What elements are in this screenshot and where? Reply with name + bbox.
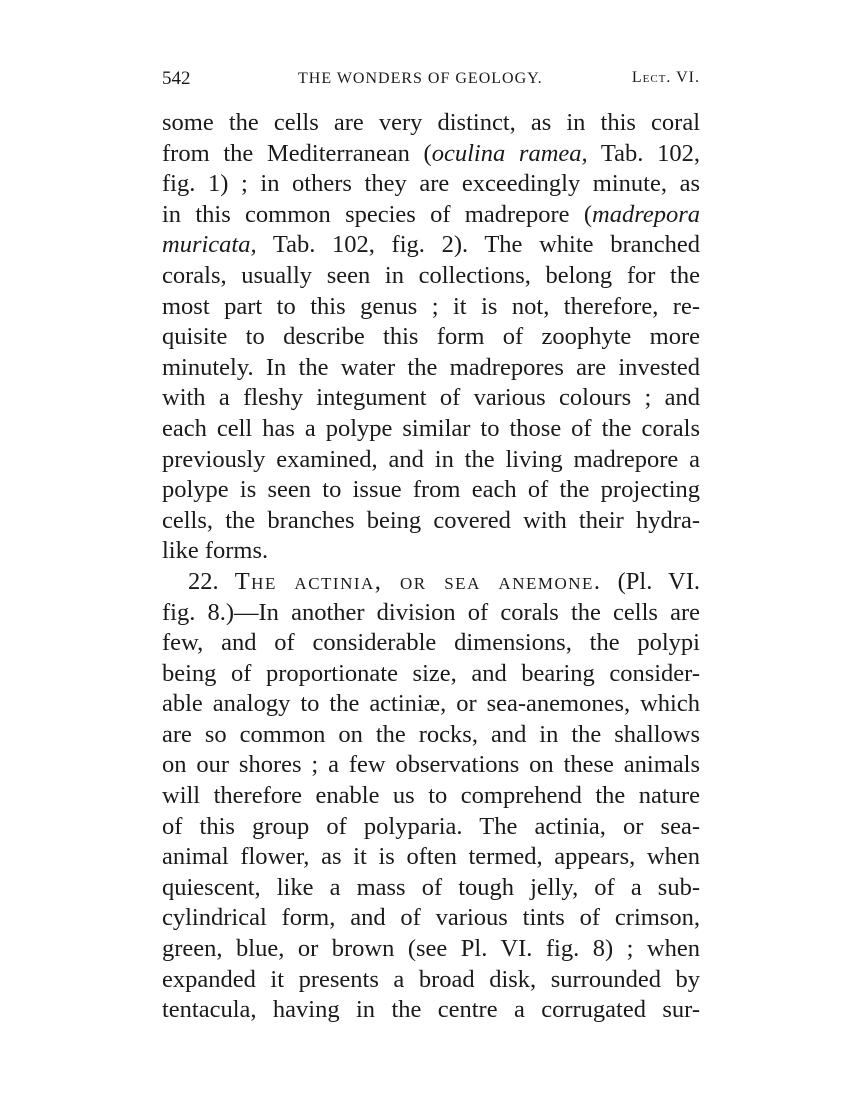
page-number: 542 xyxy=(162,68,191,89)
species-name: muricata, xyxy=(162,231,257,259)
text-line: of this group of polyparia. The actinia, or sea- xyxy=(162,812,700,840)
text-line: are so common on the rocks, and in the shallows xyxy=(162,720,700,748)
text-line: previously examined, and in the living madrepore a xyxy=(162,445,700,473)
species-name: madrepora xyxy=(592,200,700,228)
text-line: some the cells are very distinct, as in this coral xyxy=(162,109,700,136)
text-line: like forms. xyxy=(162,537,269,565)
text-line: able analogy to the actiniæ, or sea-anemones, which xyxy=(162,690,700,718)
running-head xyxy=(162,60,700,94)
text-line: will therefore enable us to comprehend the nature xyxy=(162,782,700,810)
text-line: quisite to describe this form of zoophyte more xyxy=(162,323,700,351)
text-line: each cell has a polype similar to those of the corals xyxy=(162,414,700,442)
text-line: tentacula, having in the centre a corrugated sur- xyxy=(162,996,700,1024)
running-title: THE WONDERS OF GEOLOGY. xyxy=(298,70,543,87)
text-line: on our shores ; a few observations on these animals xyxy=(162,751,700,779)
section-title: The actinia, or sea anemone. xyxy=(234,567,602,595)
text-line: minutely. In the water the madrepores are invested xyxy=(162,353,700,381)
text-line: few, and of considerable dimensions, the polypi xyxy=(162,629,700,657)
text-line: with a fleshy integument of various colours ; and xyxy=(162,384,700,412)
text-line: in this common species of madrepore (madrepora xyxy=(162,200,700,228)
section-number: 22. xyxy=(188,567,235,595)
text-line: quiescent, like a mass of tough jelly, of a sub- xyxy=(162,873,700,901)
text-line: most part to this genus ; it is not, therefore, re- xyxy=(162,292,700,320)
text-line: green, blue, or brown (see Pl. VI. fig. 8) ; when xyxy=(162,935,700,963)
text-line: polype is seen to issue from each of the projecting xyxy=(162,476,700,504)
text-line: being of proportionate size, and bearing consider- xyxy=(162,659,700,687)
text-line: cells, the branches being covered with their hydra- xyxy=(162,506,700,534)
section-heading-line: 22. The actinia, or sea anemone. (Pl. VI. xyxy=(188,567,700,595)
text-line: cylindrical form, and of various tints of crimson, xyxy=(162,904,700,932)
text-line: animal flower, as it is often termed, appears, when xyxy=(162,843,700,871)
text-line: fig. 1) ; in others they are exceedingly minute, as xyxy=(162,170,700,198)
text-line: muricata, Tab. 102, fig. 2). The white branched xyxy=(162,231,700,259)
species-name: oculina ramea, xyxy=(431,139,588,167)
book-page xyxy=(162,60,700,1026)
text-line: fig. 8.)—In another division of corals the cells are xyxy=(162,598,700,626)
body-text xyxy=(162,108,700,1026)
text-line: from the Mediterranean (oculina ramea, Tab. 102, xyxy=(162,139,701,167)
text-line: corals, usually seen in collections, belong for the xyxy=(162,261,700,289)
text-line: expanded it presents a broad disk, surrounded by xyxy=(162,965,700,993)
lecture-label: Lect. VI. xyxy=(631,69,700,86)
